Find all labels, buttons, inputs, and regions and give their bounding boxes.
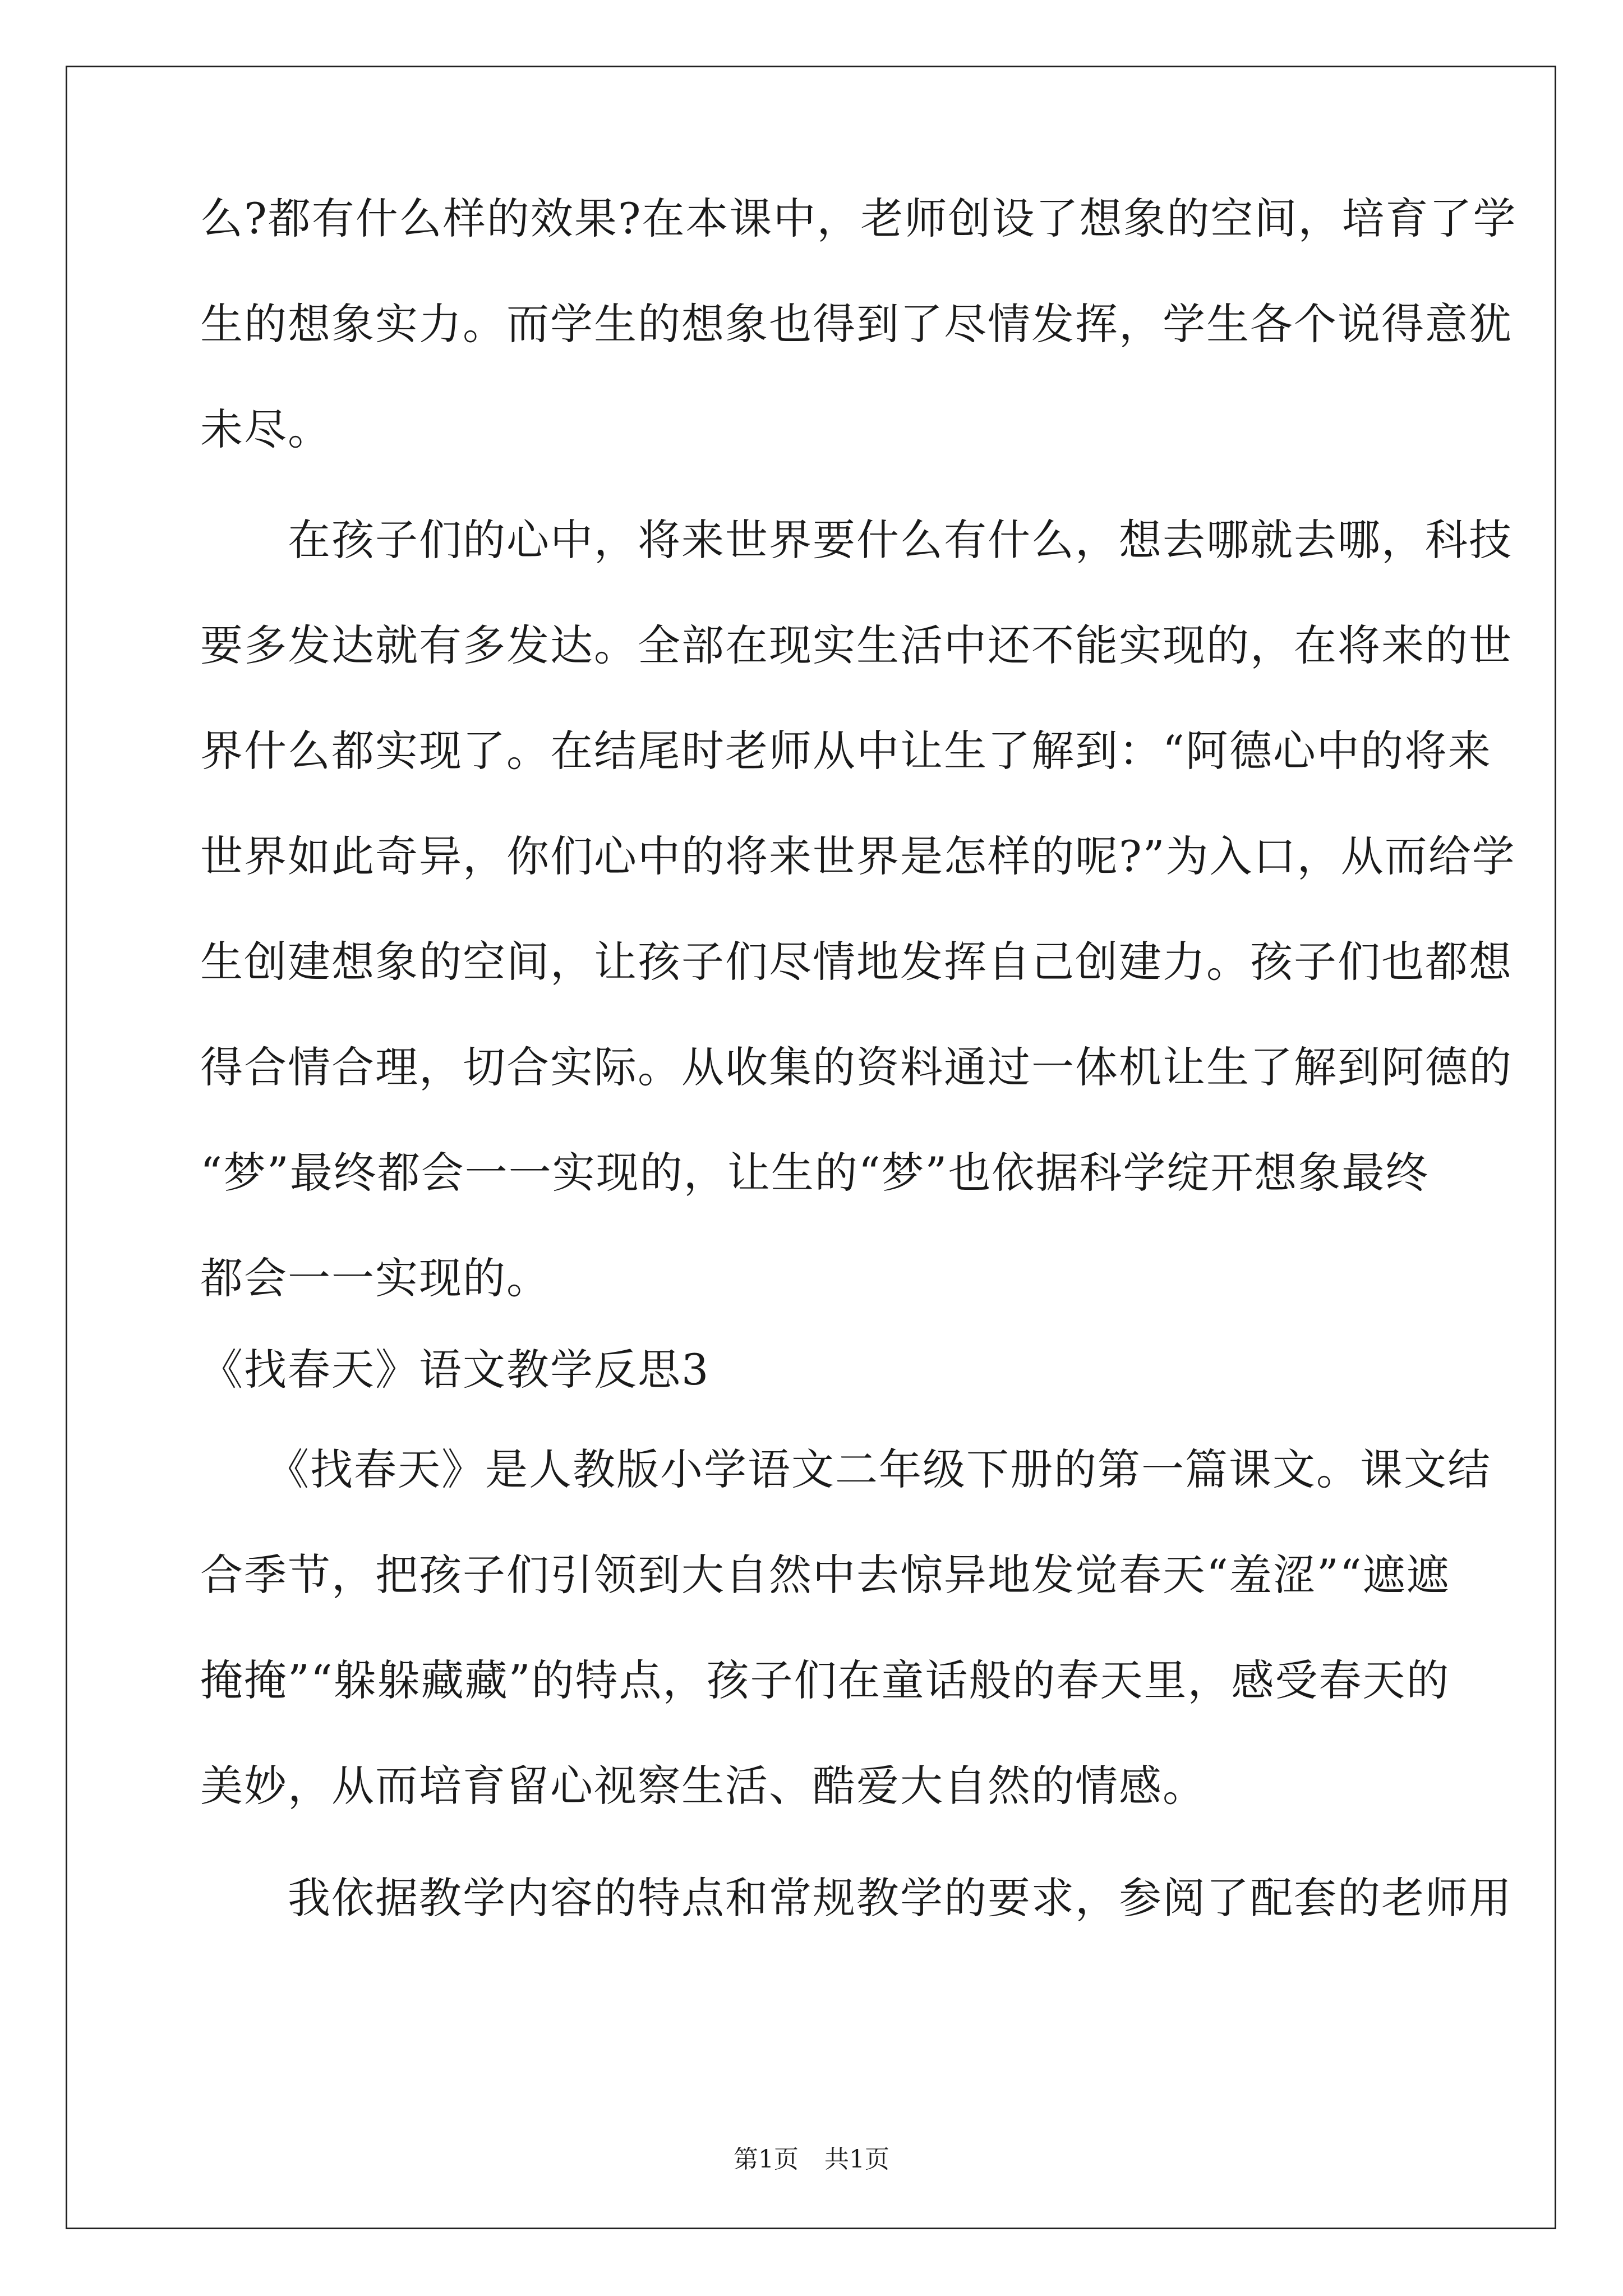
page-number: 第1页 bbox=[734, 2145, 799, 2174]
paragraph-line: 生的想象实力。而学生的想象也得到了尽情发挥，学生各个说得意犹 bbox=[200, 299, 1513, 349]
paragraph-line: “梦”最终都会一一实现的，让生的“梦”也依据科学绽开想象最终 bbox=[200, 1148, 1430, 1198]
paragraph-line: 生创建想象的空间，让孩子们尽情地发挥自己创建力。孩子们也都想 bbox=[200, 937, 1513, 987]
paragraph-line: 都会一一实现的。 bbox=[200, 1253, 550, 1303]
paragraph-line: 界什么都实现了。在结尾时老师从中让生了解到：“阿德心中的将来 bbox=[200, 726, 1492, 776]
paragraph-line: 要多发达就有多发达。全部在现实生活中还不能实现的，在将来的世 bbox=[200, 620, 1513, 670]
page-footer bbox=[0, 2143, 1623, 2177]
paragraph-line: 《找春天》是人教版小学语文二年级下册的第一篇课文。课文结 bbox=[200, 1444, 1491, 1494]
paragraph-line: 合季节，把孩子们引领到大自然中去惊异地发觉春天“羞涩”“遮遮 bbox=[200, 1550, 1450, 1600]
paragraph-line: 未尽。 bbox=[200, 404, 331, 454]
paragraph-line: 掩掩”“躲躲藏藏”的特点，孩子们在童话般的春天里，感受春天的 bbox=[200, 1655, 1450, 1705]
paragraph-line: 在孩子们的心中，将来世界要什么有什么，想去哪就去哪，科技 bbox=[200, 515, 1513, 565]
total-pages: 共1页 bbox=[824, 2145, 889, 2174]
paragraph-line: 世界如此奇异，你们心中的将来世界是怎样的呢?”为入口，从而给学 bbox=[200, 831, 1516, 881]
paragraph-line: 得合情合理，切合实际。从收集的资料通过一体机让生了解到阿德的 bbox=[200, 1042, 1513, 1092]
paragraph-line: 我依据教学内容的特点和常规教学的要求，参阅了配套的老师用 bbox=[200, 1873, 1513, 1923]
section-heading: 《找春天》语文教学反思3 bbox=[200, 1345, 710, 1395]
paragraph-line: 美妙，从而培育留心视察生活、酷爱大自然的情感。 bbox=[200, 1761, 1206, 1811]
paragraph-line: 么?都有什么样的效果?在本课中，老师创设了想象的空间，培育了学 bbox=[200, 194, 1517, 243]
